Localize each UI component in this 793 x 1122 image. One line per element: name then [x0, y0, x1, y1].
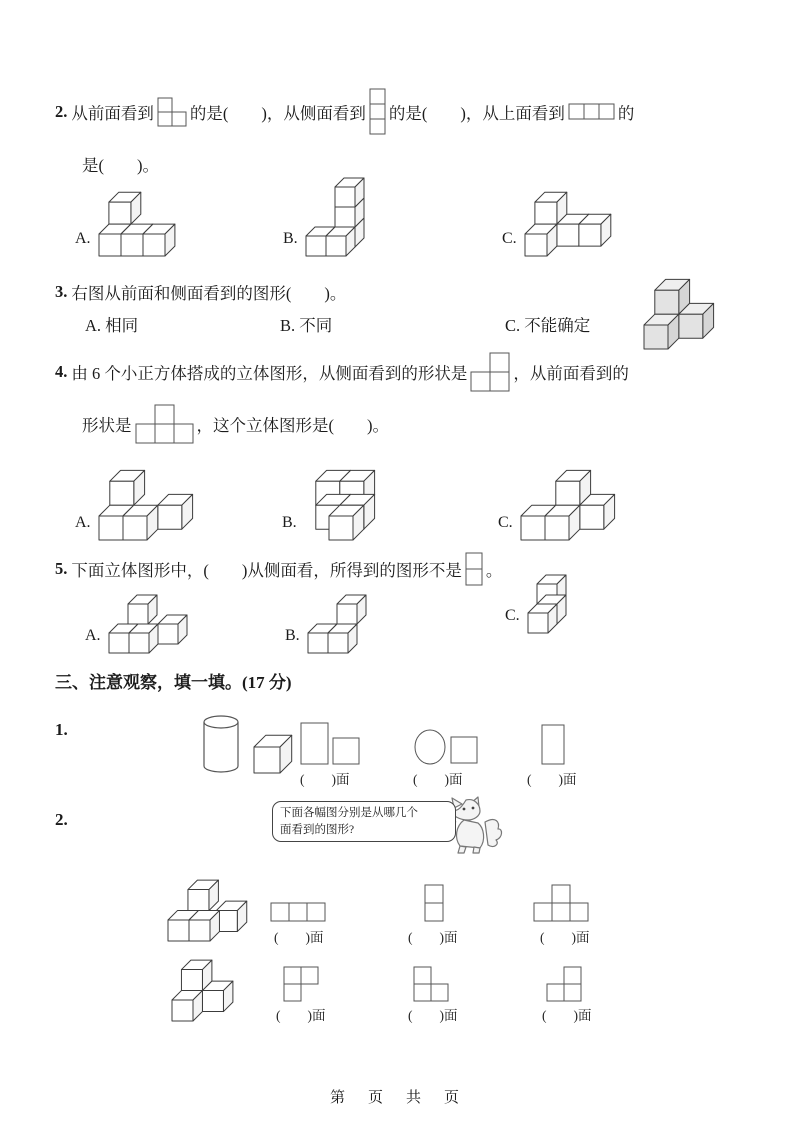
- item2-row2-view2: [413, 966, 449, 1002]
- q5-option-b-label: B.: [285, 627, 300, 644]
- item-2-number: 2.: [55, 810, 68, 829]
- q4-text-2: ，从前面看到的: [513, 364, 629, 383]
- item1-group3-views: [541, 724, 567, 766]
- cylinder-figure: [200, 712, 242, 776]
- q5-option-b: [285, 593, 368, 655]
- question-2-line-1: [55, 88, 634, 135]
- q2-option-c-label: C.: [502, 230, 517, 247]
- page-footer: 第 页 共 页: [329, 1089, 463, 1106]
- item2-row1-solid-figure: [166, 878, 249, 943]
- q4-option-a: [75, 468, 195, 542]
- q4-text-1: 由 6 个小正方体搭成的立体图形，从侧面看到的形状是: [71, 364, 468, 383]
- question-2-line-2: [82, 152, 159, 176]
- speech-bubble: [272, 801, 456, 842]
- q5-text-2: 。: [485, 561, 503, 580]
- q2-text-3: 的是( )，从上面看到: [388, 103, 565, 123]
- q4-text-4: ，这个立体图形是( )。: [196, 416, 389, 435]
- q3-option-c: C. 不能确定: [505, 316, 591, 335]
- q4-option-b: [282, 468, 377, 542]
- question-4-line-2: [82, 404, 389, 444]
- q4-number: 4.: [55, 362, 68, 381]
- item2-row1-view1: [270, 902, 326, 922]
- bubble-text-line2: 面看到的图形?: [280, 823, 355, 836]
- q4-option-b-figure: [303, 468, 377, 542]
- item-1-number: 1.: [55, 720, 68, 739]
- bubble-text-line1: 下面各幅图分别是从哪几个: [280, 807, 418, 819]
- q5-option-c: [505, 573, 568, 635]
- question-5-line: [55, 552, 502, 586]
- q2-text-2: 的是( )，从侧面看到: [189, 103, 366, 123]
- q2-text-5: 是( )。: [82, 156, 159, 175]
- item2-row1-view1-label: ( )面: [274, 930, 324, 945]
- q2-text-4: 的: [617, 103, 635, 123]
- item2-row2-view3: [546, 966, 582, 1002]
- q4-front-view-shape: [135, 404, 194, 444]
- q2-option-b-label: B.: [283, 230, 298, 247]
- item1-group2-views: [413, 726, 479, 766]
- q3-option-a: A. 相同: [85, 316, 139, 335]
- item2-row1-view2: [424, 884, 444, 922]
- item2-row2-view3-label: ( )面: [542, 1008, 592, 1023]
- q2-text-1: 从前面看到: [71, 103, 154, 123]
- q4-option-b-label: B.: [282, 514, 297, 531]
- item2-row2-view1: [283, 966, 319, 1002]
- q4-side-view-shape: [470, 352, 510, 392]
- q3-option-b: B. 不同: [280, 316, 333, 335]
- q2-option-a: [75, 190, 177, 258]
- item1-group1-views: [300, 722, 362, 766]
- item2-row1-view3-label: ( )面: [540, 930, 590, 945]
- q2-front-view-shape: [157, 97, 187, 127]
- q5-number: 5.: [55, 559, 68, 578]
- item1-group3-label: ( )面: [527, 772, 577, 787]
- question-3-line: [55, 280, 346, 304]
- item2-row1-view2-label: ( )面: [408, 930, 458, 945]
- q5-option-a: [85, 593, 189, 655]
- q3-solid-figure: [642, 277, 716, 351]
- q2-option-c: [502, 190, 613, 258]
- q4-option-a-label: A.: [75, 514, 91, 531]
- q3-text: 右图从前面和侧面看到的图形( )。: [71, 284, 347, 303]
- q5-option-a-label: A.: [85, 627, 101, 644]
- q4-option-c: [498, 468, 617, 542]
- q4-option-a-figure: [97, 468, 195, 542]
- q4-text-3: 形状是: [82, 416, 132, 435]
- item2-row2-solid-figure: [170, 958, 235, 1023]
- q2-number: 2.: [55, 101, 68, 121]
- q5-option-c-figure: [526, 573, 568, 635]
- q2-option-a-label: A.: [75, 230, 91, 247]
- q5-option-c-label: C.: [505, 607, 520, 624]
- section-3-heading: 三、注意观察，填一填。(17 分): [55, 673, 292, 692]
- q5-option-a-figure: [107, 593, 189, 655]
- item2-row1-view3: [533, 884, 589, 922]
- q2-option-b: [283, 176, 366, 258]
- q2-top-view-shape: [568, 103, 615, 120]
- item1-cube-figure: [252, 733, 294, 775]
- item1-group1-label: ( )面: [300, 772, 350, 787]
- item1-group2-label: ( )面: [413, 772, 463, 787]
- q2-option-a-figure: [97, 190, 177, 258]
- q2-side-view-shape: [369, 88, 386, 135]
- q4-option-c-label: C.: [498, 514, 513, 531]
- item2-row2-view1-label: ( )面: [276, 1008, 326, 1023]
- q4-option-c-figure: [519, 468, 617, 542]
- q2-option-c-figure: [523, 190, 613, 258]
- q5-option-b-figure: [306, 593, 368, 655]
- item2-row2-view2-label: ( )面: [408, 1008, 458, 1023]
- q3-number: 3.: [55, 282, 68, 301]
- q2-option-b-figure: [304, 176, 366, 258]
- q5-view-shape: [465, 552, 483, 586]
- question-4-line-1: [55, 352, 629, 392]
- q5-text-1: 下面立体图形中，( )从侧面看，所得到的图形不是: [71, 561, 462, 580]
